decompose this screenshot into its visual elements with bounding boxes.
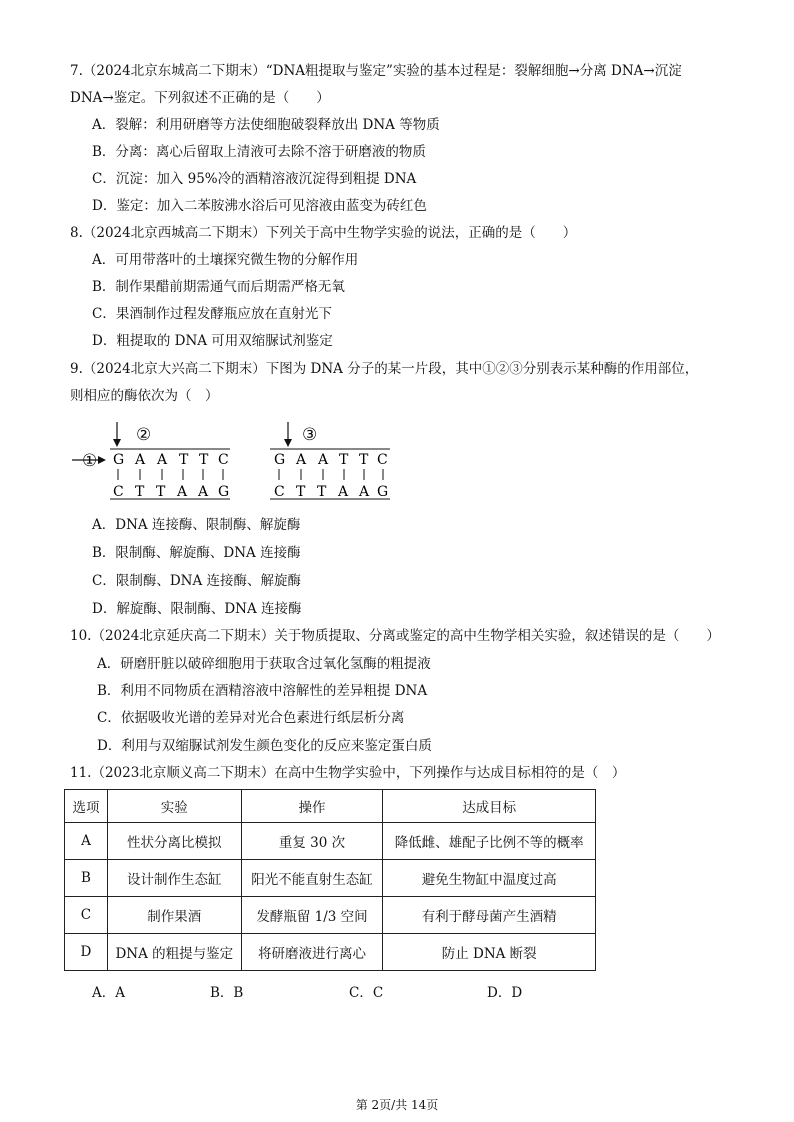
left-top-strand <box>113 452 229 468</box>
header-option: 选项 <box>65 790 108 823</box>
q11-answer-d: D．D <box>487 985 523 1001</box>
base: G <box>274 452 286 468</box>
table-header-row <box>65 790 596 823</box>
table-cell: B <box>65 860 108 897</box>
base: C <box>274 484 285 500</box>
base: G <box>113 452 125 468</box>
base: A <box>177 484 188 500</box>
base: A <box>318 452 329 468</box>
base: C <box>218 452 229 468</box>
mark-1: ① <box>82 451 98 471</box>
dna-fragment-figure <box>70 418 410 504</box>
table-row <box>65 860 596 897</box>
q10-option-c: C．依据吸收光谱的差异对光合色素进行纸层析分离 <box>97 710 405 726</box>
q10-stem: 10.（2024北京延庆高二下期末）关于物质提取、分离或鉴定的高中生物学相关实验，叙述错误的是（ ） <box>70 628 720 644</box>
right-bottom-strand <box>274 484 388 500</box>
table-cell: 性状分离比模拟 <box>107 823 241 860</box>
base: T <box>156 484 166 500</box>
base: A <box>135 452 146 468</box>
q7-option-b: B．分离：离心后留取上清液可去除不溶于研磨液的物质 <box>92 144 426 160</box>
q11-answer-b: B．B <box>210 985 244 1001</box>
q7-option-c: C．沉淀：加入 95%冷的酒精溶液沉淀得到粗提 DNA <box>92 171 417 187</box>
q9-option-a: A．DNA 连接酶、限制酶、解旋酶 <box>92 517 301 533</box>
header-experiment: 实验 <box>107 790 241 823</box>
q7-stem-line1: 7.（2024北京东城高二下期末）“DNA粗提取与鉴定”实验的基本过程是：裂解细胞→分离 DNA→沉淀 <box>70 63 682 79</box>
table-cell: A <box>65 823 108 860</box>
q8-option-c: C．果酒制作过程发酵瓶应放在直射光下 <box>92 306 332 322</box>
base: A <box>359 484 370 500</box>
base: T <box>135 484 145 500</box>
table-cell: 避免生物缸中温度过高 <box>383 860 596 897</box>
table-cell: 设计制作生态缸 <box>107 860 241 897</box>
base: C <box>113 484 124 500</box>
q11-stem: 11.（2023北京顺义高二下期末）在高中生物学实验中，下列操作与达成目标相符的是（ ） <box>70 765 626 781</box>
q11-answer-a: A．A <box>92 985 125 1001</box>
header-operation: 操作 <box>241 790 383 823</box>
mark-2: ② <box>136 425 152 445</box>
q11-answer-c: C．C <box>349 985 384 1001</box>
table-cell: 将研磨液进行离心 <box>241 934 383 971</box>
q9-stem-line1: 9.（2024北京大兴高二下期末）下图为 DNA 分子的某一片段，其中①②③分别表示某种酶的作用部位， <box>70 361 699 377</box>
base: G <box>218 484 230 500</box>
base: T <box>199 452 209 468</box>
q9-stem-line2: 则相应的酶依次为（ ） <box>70 388 219 404</box>
table-cell: 制作果酒 <box>107 897 241 934</box>
table-row <box>65 897 596 934</box>
q8-option-b: B．制作果醋前期需通气而后期需严格无氧 <box>92 279 345 295</box>
right-base-pairs <box>279 469 383 480</box>
table-cell: 发酵瓶留 1/3 空间 <box>241 897 383 934</box>
table-cell: C <box>65 897 108 934</box>
base: T <box>317 484 327 500</box>
q7-option-a: A．裂解：利用研磨等方法使细胞破裂释放出 DNA 等物质 <box>92 117 440 133</box>
q7-option-d: D．鉴定：加入二苯胺沸水浴后可见溶液由蓝变为砖红色 <box>92 198 427 214</box>
left-bottom-strand <box>113 484 229 500</box>
experiment-table <box>64 789 596 971</box>
q10-option-b: B．利用不同物质在酒精溶液中溶解性的差异粗提 DNA <box>97 683 428 699</box>
right-top-strand <box>274 452 388 468</box>
table-cell: 重复 30 次 <box>241 823 383 860</box>
base: A <box>157 452 168 468</box>
base: G <box>377 484 389 500</box>
mark-3: ③ <box>302 425 318 445</box>
table-cell: D <box>65 934 108 971</box>
q8-option-a: A．可用带落叶的土壤探究微生物的分解作用 <box>92 252 359 268</box>
q10-option-a: A．研磨肝脏以破碎细胞用于获取含过氧化氢酶的粗提液 <box>97 656 431 672</box>
header-goal: 达成目标 <box>383 790 596 823</box>
q9-option-b: B．限制酶、解旋酶、DNA 连接酶 <box>92 545 301 561</box>
table-row <box>65 934 596 971</box>
table-row <box>65 823 596 860</box>
base: C <box>377 452 388 468</box>
q8-option-d: D．粗提取的 DNA 可用双缩脲试剂鉴定 <box>92 333 333 349</box>
q10-option-d: D．利用与双缩脲试剂发生颜色变化的反应来鉴定蛋白质 <box>97 738 432 754</box>
table-cell: 有利于酵母菌产生酒精 <box>383 897 596 934</box>
q8-stem: 8.（2024北京西城高二下期末）下列关于高中生物学实验的说法，正确的是（ ） <box>70 225 577 241</box>
base: A <box>198 484 209 500</box>
base: T <box>179 452 189 468</box>
base: T <box>296 484 306 500</box>
q9-option-d: D．解旋酶、限制酶、DNA 连接酶 <box>92 601 302 617</box>
table-cell: DNA 的粗提与鉴定 <box>107 934 241 971</box>
base: T <box>339 452 349 468</box>
table-cell: 防止 DNA 断裂 <box>383 934 596 971</box>
page-footer: 第 2页/共 14页 <box>355 1098 439 1112</box>
q7-stem-line2: DNA→鉴定。下列叙述不正确的是（ ） <box>70 90 330 106</box>
left-base-pairs <box>118 469 223 480</box>
base: A <box>338 484 349 500</box>
table-cell: 阳光不能直射生态缸 <box>241 860 383 897</box>
q9-option-c: C．限制酶、DNA 连接酶、解旋酶 <box>92 573 302 589</box>
base: T <box>359 452 369 468</box>
base: A <box>296 452 307 468</box>
table-cell: 降低雌、雄配子比例不等的概率 <box>383 823 596 860</box>
